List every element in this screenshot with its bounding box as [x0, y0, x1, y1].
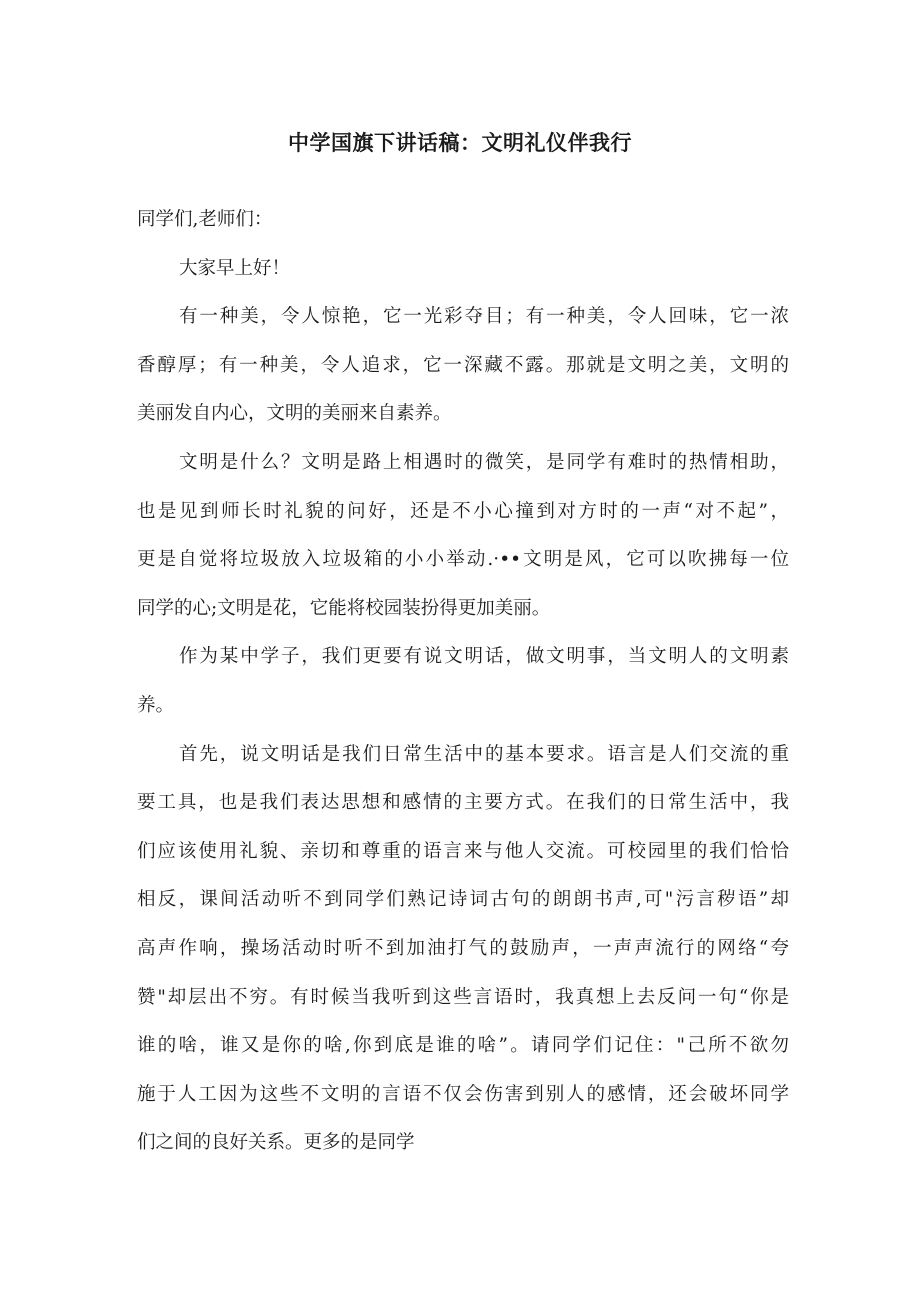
text-line: 有一种美，令人惊艳，它一光彩夺目；有一种美，令人回味，它一浓 [179, 306, 789, 328]
document-body [137, 196, 789, 1168]
text-line: 要工具，也是我们表达思想和感情的主要方式。在我们的日常生活中，我 [137, 792, 789, 814]
document-title: 中学国旗下讲话稿：文明礼仪伴我行 [288, 131, 632, 155]
text-line: 文明是什么？文明是路上相遇时的微笑，是同学有难时的热情相助， [179, 451, 789, 473]
text-line: 首先，说文明话是我们日常生活中的基本要求。语言是人们交流的重 [179, 743, 789, 765]
text-line: 美丽发自内心，文明的美丽来自素养。 [137, 403, 452, 425]
text-line: 赞"却层出不穷。有时候当我听到这些言语时，我真想上去反问一句“你是 [137, 986, 789, 1008]
text-line: 们之间的良好关系。更多的是同学 [137, 1132, 415, 1154]
text-line: 也是见到师长时礼貌的问好，还是不小心撞到对方时的一声“对不起”， [137, 500, 789, 522]
text-line: 香醇厚；有一种美，令人追求，它一深藏不露。那就是文明之美，文明的 [137, 354, 789, 376]
text-line: 养。 [137, 694, 175, 716]
text-line: 谁的啥，谁又是你的啥,你到底是谁的啥”。请同学们记住："己所不欲勿 [137, 1035, 789, 1057]
text-line: 高声作响，操场活动时听不到加油打气的鼓励声，一声声流行的网络“夸 [137, 937, 789, 959]
text-line: 大家早上好！ [179, 257, 291, 279]
text-line: 作为某中学子，我们更要有说文明话，做文明事，当文明人的文明素 [179, 646, 789, 668]
text-line: 更是自觉将垃圾放入垃圾箱的小小举动.·••文明是风，它可以吹拂每一位 [137, 549, 789, 571]
text-line: 们应该使用礼貌、亲切和尊重的语言来与他人交流。可校园里的我们恰恰 [137, 840, 789, 862]
text-line: 相反，课间活动听不到同学们熟记诗词古句的朗朗书声,可"污言秽语”却 [137, 889, 789, 911]
text-line: 同学们,老师们： [137, 209, 273, 230]
text-line: 施于人工因为这些不文明的言语不仅会伤害到别人的感情，还会破坏同学 [137, 1083, 789, 1105]
text-line: 同学的心;文明是花，它能将校园装扮得更加美丽。 [137, 597, 551, 619]
